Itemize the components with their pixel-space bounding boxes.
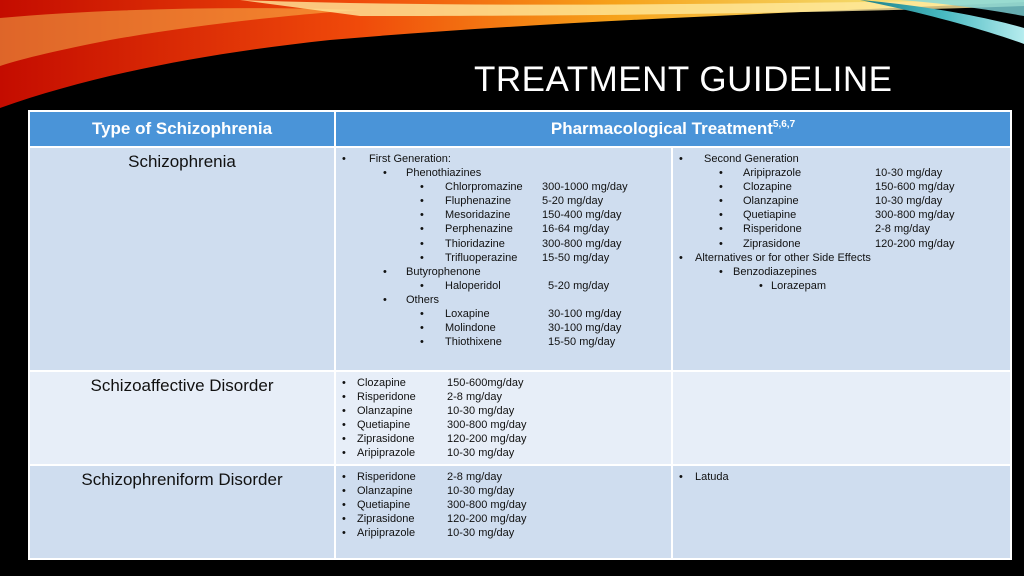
schizoaffective-empty-cell xyxy=(672,371,1011,465)
drug-name: Thiothixene xyxy=(445,336,502,349)
second-generation-list xyxy=(673,152,1010,293)
drug-name: Olanzapine xyxy=(357,405,413,418)
drug-item xyxy=(336,335,671,349)
drug-dose: 15-50 mg/day xyxy=(548,336,616,349)
list-item: • Latuda xyxy=(673,470,1010,484)
drug-dose: 150-400 mg/day xyxy=(542,209,622,222)
list-item: • Benzodiazepines xyxy=(673,265,1010,279)
drug-dose: 150-600 mg/day xyxy=(875,181,955,194)
drug-name: Ziprasidone xyxy=(743,237,801,250)
drug-name: Risperidone xyxy=(357,391,416,404)
drug-name: Fluphenazine xyxy=(445,195,512,208)
list-item: • First Generation: xyxy=(336,152,671,166)
drug-item xyxy=(673,222,1010,236)
drug-dose: 10-30 mg/day xyxy=(875,167,943,180)
list-item: • Alternatives or for other Side Effects xyxy=(673,251,1010,265)
drug-name: Thioridazine xyxy=(445,237,505,250)
schizophreniform-alt-cell xyxy=(672,465,1011,559)
schizophreniform-drug-list xyxy=(336,470,671,540)
drug-item xyxy=(673,237,1010,251)
slide-title: TREATMENT GUIDELINE xyxy=(474,60,893,99)
second-generation-cell xyxy=(672,147,1011,371)
drug-name: Haloperidol xyxy=(445,279,501,292)
drug-dose: 300-800 mg/day xyxy=(447,499,527,512)
drug-dose: 5-20 mg/day xyxy=(548,279,610,292)
drug-name: Molindone xyxy=(445,322,496,335)
drug-item xyxy=(673,194,1010,208)
drug-item xyxy=(336,484,671,498)
drug-item xyxy=(336,321,671,335)
drug-item xyxy=(336,470,671,484)
drug-name: Risperidone xyxy=(743,223,802,236)
list-item: • Phenothiazines xyxy=(336,166,671,180)
schizoaffective-drug-list xyxy=(336,376,671,461)
drug-item xyxy=(336,307,671,321)
drug-item xyxy=(336,251,671,265)
drug-name: Quetiapine xyxy=(357,499,411,512)
drug-name: Aripiprazole xyxy=(743,167,802,180)
drug-item xyxy=(336,418,671,432)
type-label: Schizophreniform Disorder xyxy=(81,470,283,489)
header-citation: 5,6,7 xyxy=(772,119,796,130)
drug-dose: 300-800 mg/day xyxy=(447,419,527,432)
drug-dose: 16-64 mg/day xyxy=(542,223,610,236)
drug-item xyxy=(336,194,671,208)
drug-dose: 300-1000 mg/day xyxy=(542,181,628,194)
drug-dose: 15-50 mg/day xyxy=(542,251,610,264)
type-label: Schizophrenia xyxy=(128,152,236,171)
table-header-row xyxy=(29,111,1011,147)
table-row-schizoaffective xyxy=(29,371,1011,465)
drug-dose: 30-100 mg/day xyxy=(548,322,622,335)
drug-item xyxy=(673,208,1010,222)
drug-name: Risperidone xyxy=(357,471,416,483)
drug-item xyxy=(336,208,671,222)
drug-dose: 10-30 mg/day xyxy=(447,447,515,460)
drug-name: Quetiapine xyxy=(357,419,411,432)
header-type-label: Type of Schizophrenia xyxy=(91,119,273,138)
drug-name: Mesoridazine xyxy=(445,209,511,222)
table-row-schizophreniform xyxy=(29,465,1011,559)
list-item: • Butyrophenone xyxy=(336,265,671,279)
drug-dose: 150-600mg/day xyxy=(447,377,524,389)
drug-dose: 2-8 mg/day xyxy=(447,471,503,483)
header-type xyxy=(29,111,335,147)
drug-name: Olanzapine xyxy=(743,195,799,208)
list-item: • Others xyxy=(336,293,671,307)
drug-name: Ziprasidone xyxy=(357,433,415,446)
header-treatment-label: Pharmacological Treatment xyxy=(550,119,773,138)
first-generation-cell xyxy=(335,147,672,371)
drug-item xyxy=(336,180,671,194)
drug-dose: 10-30 mg/day xyxy=(447,485,515,498)
drug-dose: 10-30 mg/day xyxy=(875,195,943,208)
drug-dose: 2-8 mg/day xyxy=(447,391,503,404)
schizoaffective-drugs-cell xyxy=(335,371,672,465)
drug-dose: 120-200 mg/day xyxy=(875,237,955,250)
drug-dose: 10-30 mg/day xyxy=(447,405,515,418)
drug-name: Aripiprazole xyxy=(357,527,416,540)
drug-name: Clozapine xyxy=(357,377,406,389)
table-row-schizophrenia xyxy=(29,147,1011,371)
treatment-table xyxy=(28,110,1012,560)
drug-dose: 30-100 mg/day xyxy=(548,308,622,321)
drug-name: Chlorpromazine xyxy=(445,181,523,194)
drug-item xyxy=(336,376,671,390)
schizophreniform-drugs-cell xyxy=(335,465,672,559)
drug-item xyxy=(336,526,671,540)
drug-dose: 2-8 mg/day xyxy=(875,223,931,236)
type-cell-schizoaffective xyxy=(29,371,335,465)
drug-dose: 300-800 mg/day xyxy=(542,237,622,250)
drug-item xyxy=(673,180,1010,194)
drug-name: Quetiapine xyxy=(743,209,797,222)
drug-dose: 120-200 mg/day xyxy=(447,433,527,446)
drug-dose: 120-200 mg/day xyxy=(447,513,527,526)
drug-dose: 5-20 mg/day xyxy=(542,195,604,208)
drug-item xyxy=(336,222,671,236)
drug-dose: 10-30 mg/day xyxy=(447,527,515,540)
list-item: • Second Generation xyxy=(673,152,1010,166)
drug-name: Loxapine xyxy=(445,308,490,321)
drug-item xyxy=(336,512,671,526)
schizophreniform-alt-list xyxy=(673,470,1010,484)
drug-item xyxy=(336,237,671,251)
drug-name: Aripiprazole xyxy=(357,447,416,460)
type-cell-schizophreniform xyxy=(29,465,335,559)
list-item: • Lorazepam xyxy=(673,279,1010,293)
drug-item xyxy=(673,166,1010,180)
drug-item xyxy=(336,432,671,446)
type-cell-schizophrenia xyxy=(29,147,335,371)
first-generation-list xyxy=(336,152,671,349)
drug-name: Trifluoperazine xyxy=(445,251,518,264)
drug-item xyxy=(336,404,671,418)
drug-item xyxy=(336,279,671,293)
drug-item xyxy=(336,498,671,512)
drug-item xyxy=(336,446,671,460)
type-label: Schizoaffective Disorder xyxy=(90,376,274,395)
drug-item xyxy=(336,390,671,404)
header-treatment xyxy=(335,111,1011,147)
drug-name: Ziprasidone xyxy=(357,513,415,526)
drug-name: Clozapine xyxy=(743,181,792,194)
drug-name: Perphenazine xyxy=(445,223,513,236)
drug-dose: 300-800 mg/day xyxy=(875,209,955,222)
drug-name: Olanzapine xyxy=(357,485,413,498)
